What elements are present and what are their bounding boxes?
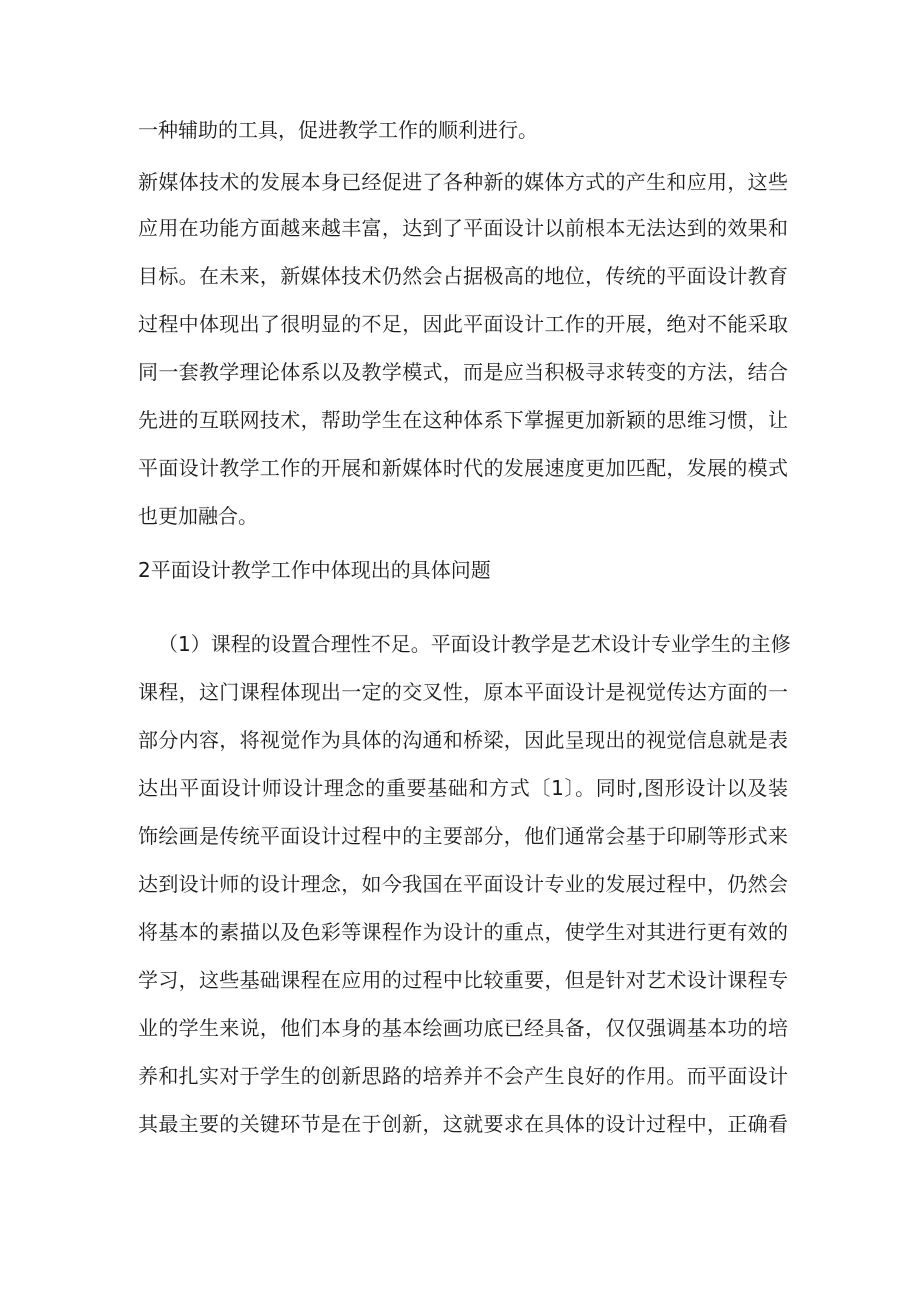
paragraph-line: 养和扎实对于学生的创新思路的培养并不会产生良好的作用。而平面设计	[138, 1064, 788, 1088]
paragraph-line: 同一套教学理论体系以及教学模式，而是应当积极寻求转变的方法，结合	[138, 360, 788, 384]
paragraph-line: 目标。在未来，新媒体技术仍然会占据极高的地位，传统的平面设计教育	[138, 264, 788, 288]
paragraph-line: 平面设计教学工作的开展和新媒体时代的发展速度更加匹配，发展的模式	[138, 456, 788, 480]
paragraph-line: 达出平面设计师设计理念的重要基础和方式〔1〕。同时,图形设计以及装	[138, 776, 788, 800]
paragraph-line: 过程中体现出了很明显的不足，因此平面设计工作的开展，绝对不能采取	[138, 312, 788, 336]
paragraph-line: 饰绘画是传统平面设计过程中的主要部分，他们通常会基于印刷等形式来	[138, 824, 788, 848]
paragraph-line: 新媒体技术的发展本身已经促进了各种新的媒体方式的产生和应用，这些	[138, 170, 788, 194]
paragraph-line: 其最主要的关键环节是在于创新，这就要求在具体的设计过程中，正确看	[138, 1112, 788, 1136]
section-heading: 2平面设计教学工作中体现出的具体问题	[138, 558, 491, 582]
paragraph-line: 业的学生来说，他们本身的基本绘画功底已经具备，仅仅强调基本功的培	[138, 1016, 788, 1040]
paragraph-line: 一种辅助的工具，促进教学工作的顺利进行。	[138, 118, 538, 142]
paragraph-line: 应用在功能方面越来越丰富，达到了平面设计以前根本无法达到的效果和	[138, 216, 788, 240]
paragraph-line: 先进的互联网技术，帮助学生在这种体系下掌握更加新颖的思维习惯，让	[138, 408, 788, 432]
paragraph-line: 将基本的素描以及色彩等课程作为设计的重点，使学生对其进行更有效的	[138, 920, 788, 944]
paragraph-line: 课程，这门课程体现出一定的交叉性，原本平面设计是视觉传达方面的一	[138, 680, 788, 704]
paragraph-line: 学习，这些基础课程在应用的过程中比较重要，但是针对艺术设计课程专	[138, 968, 788, 992]
paragraph-line: （1）课程的设置合理性不足。平面设计教学是艺术设计专业学生的主修	[158, 632, 791, 656]
paragraph-line: 达到设计师的设计理念，如今我国在平面设计专业的发展过程中，仍然会	[138, 872, 788, 896]
paragraph-line: 部分内容，将视觉作为具体的沟通和桥梁，因此呈现出的视觉信息就是表	[138, 728, 788, 752]
paragraph-line: 也更加融合。	[138, 504, 258, 528]
